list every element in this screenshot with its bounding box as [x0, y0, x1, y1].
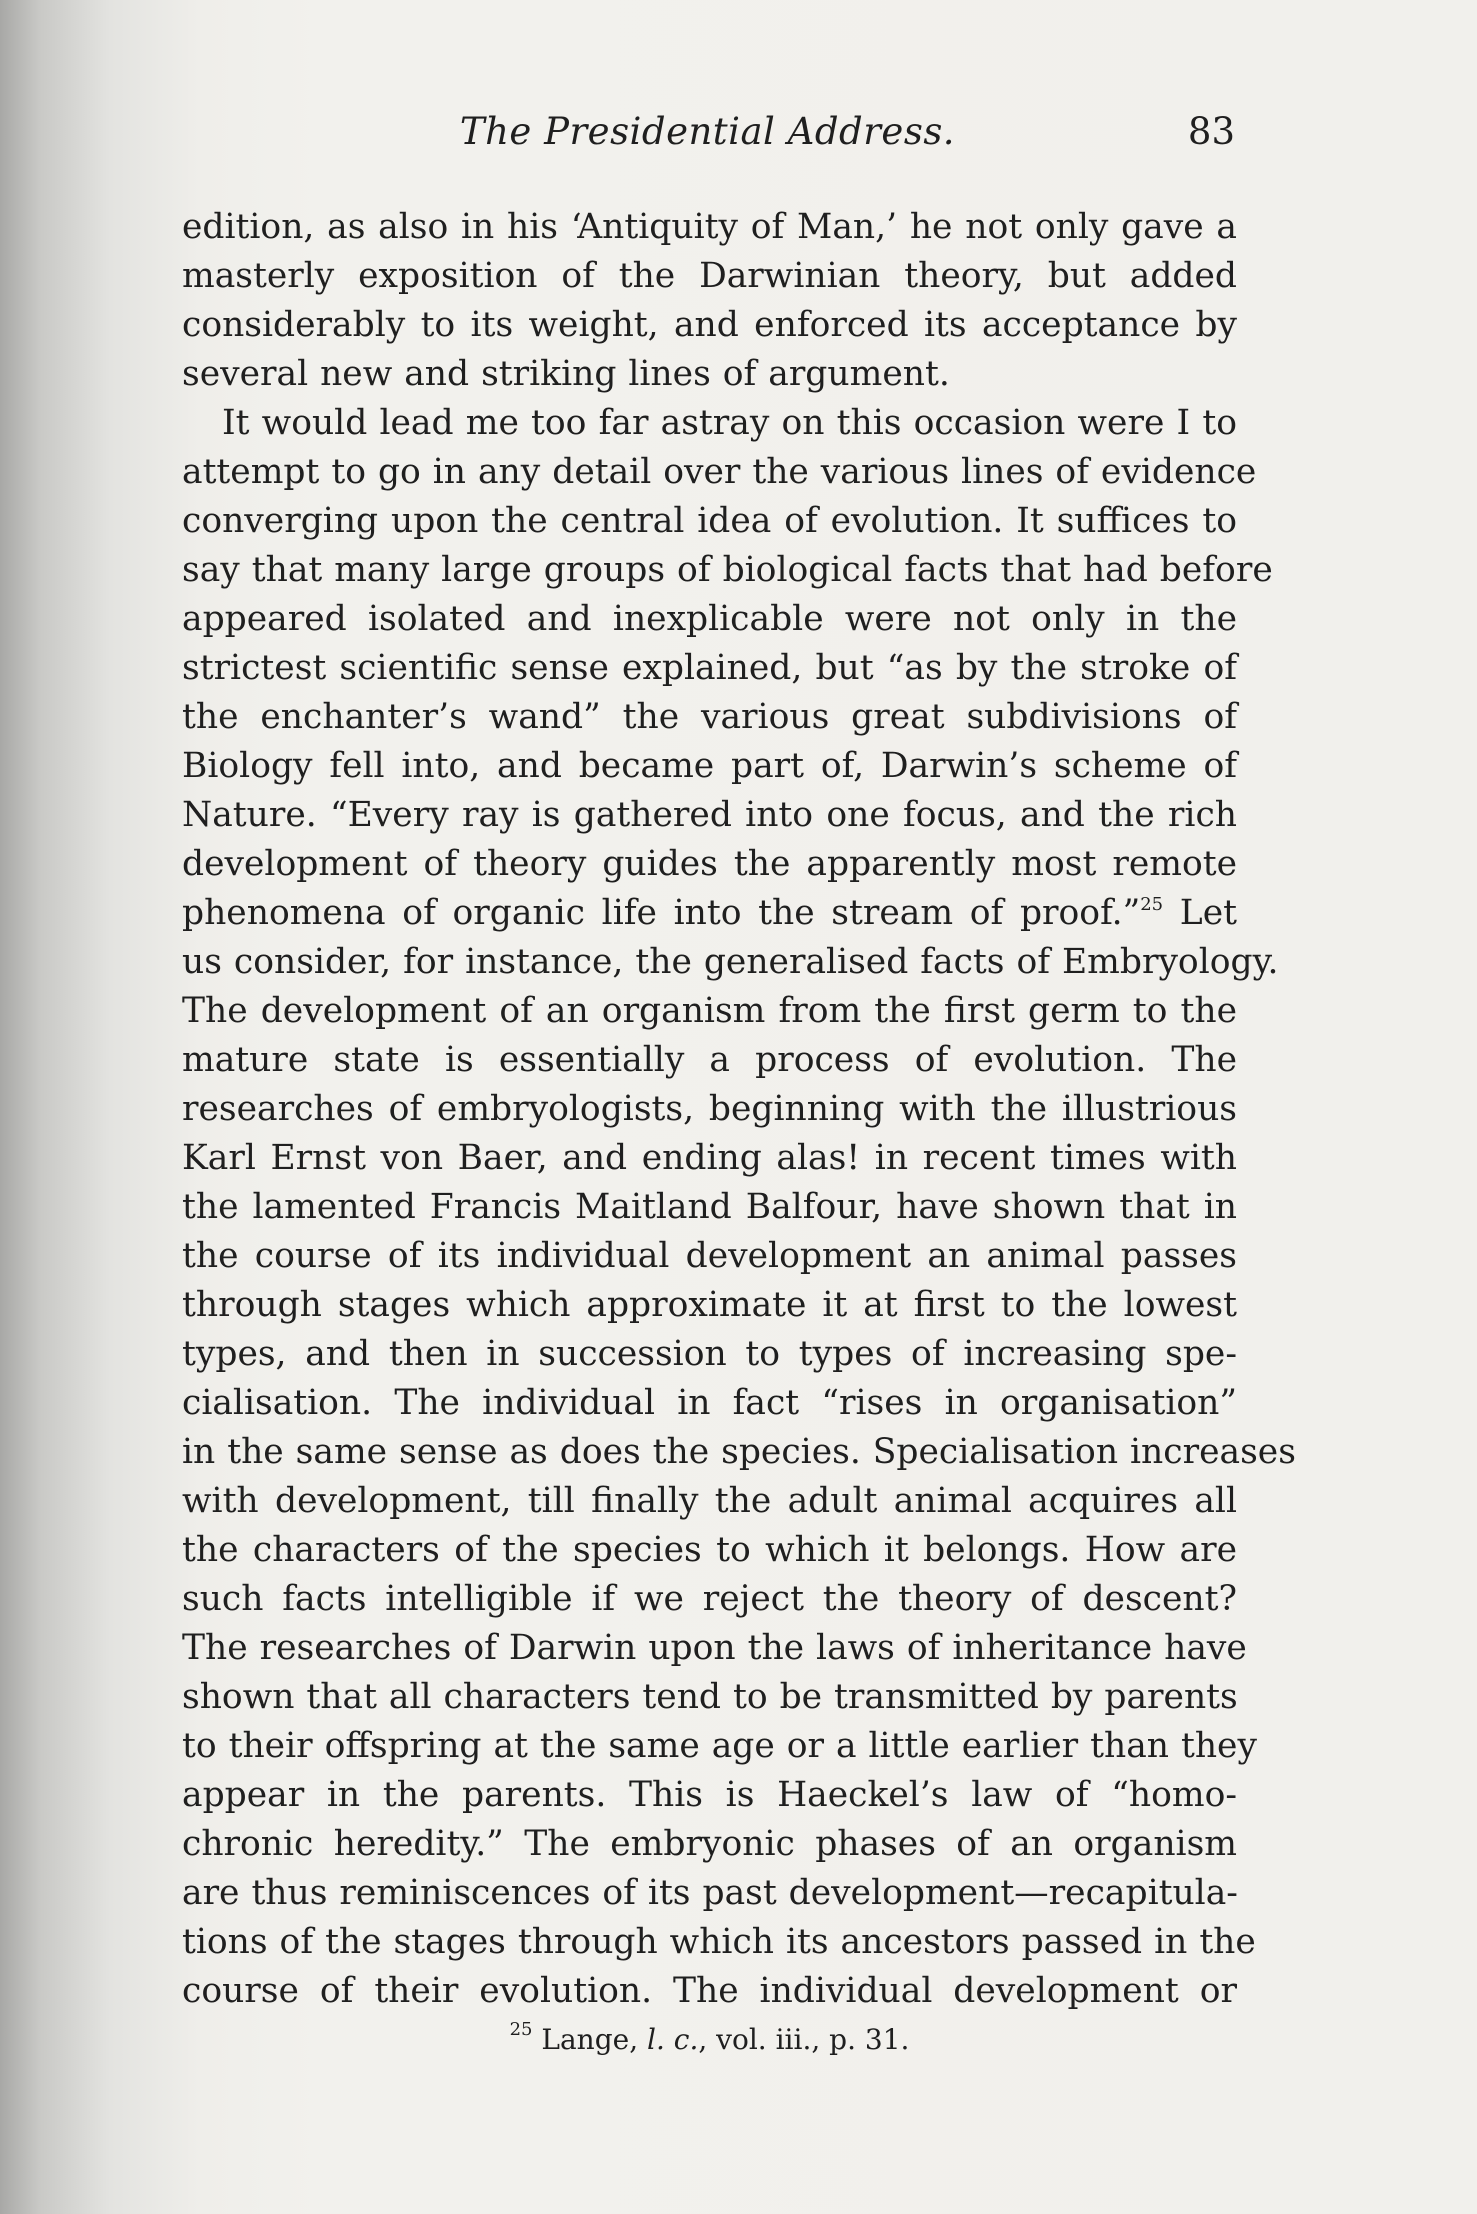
text-line: considerably to its weight, and enforced its acceptance by [182, 305, 1237, 345]
text-line: researches of embryologists, beginning with the illustrious [182, 1089, 1237, 1129]
line-text: phenomena of organic life into the stream of proof.” [182, 893, 1141, 933]
footnote-text-tail: , vol. iii., p. 31. [698, 2023, 910, 2056]
running-title: The Presidential Address. [459, 110, 956, 153]
text-line: through stages which approximate it at first to the lowest [182, 1285, 1237, 1325]
text-line: shown that all characters tend to be transmitted by parents [182, 1677, 1238, 1717]
text-line: the course of its individual development an animal passes [182, 1236, 1237, 1276]
footnote-marker: 25 [509, 2019, 533, 2040]
text-line: It would lead me too far astray on this occasion were I to [222, 403, 1237, 443]
footnote [182, 2020, 1237, 2060]
text-line: such facts intelligible if we reject the theory of descent? [182, 1579, 1237, 1619]
text-line: The researches of Darwin upon the laws of inheritance have [182, 1628, 1247, 1668]
text-line: Biology fell into, and became part of, Darwin’s scheme of [182, 746, 1237, 786]
text-line: attempt to go in any detail over the various lines of evidence [182, 452, 1257, 492]
text-line: several new and striking lines of argument. [182, 354, 950, 394]
text-line: Karl Ernst von Baer, and ending alas! in recent times with [182, 1138, 1237, 1178]
text-line: say that many large groups of biological facts that had before [182, 550, 1273, 590]
text-line: tions of the stages through which its ancestors passed in the [182, 1922, 1256, 1962]
text-line: cialisation. The individual in fact “rises in organisation” [182, 1383, 1237, 1423]
footnote-text: Lange, [541, 2023, 648, 2056]
text-line: Nature. “Every ray is gathered into one focus, and the rich [182, 795, 1237, 835]
text-line: strictest scientific sense explained, but “as by the stroke of [182, 648, 1237, 688]
text-line: appeared isolated and inexplicable were not only in the [182, 599, 1237, 639]
text-line: converging upon the central idea of evolution. It suffices to [182, 501, 1237, 541]
text-line: the lamented Francis Maitland Balfour, have shown that in [182, 1187, 1237, 1227]
body-text [182, 203, 1296, 2016]
text-line: in the same sense as does the species. Specialisation increases [182, 1432, 1296, 1472]
line-text-tail: Let [1179, 893, 1237, 933]
text-line: mature state is essentially a process of evolution. The [182, 1040, 1237, 1080]
running-head [180, 110, 1235, 160]
page-number: 83 [1187, 110, 1235, 153]
text-line: chronic heredity.” The embryonic phases of an organism [182, 1824, 1237, 1864]
text-line: are thus reminiscences of its past development—recapitula- [182, 1873, 1238, 1913]
text-line-with-footnote-ref [182, 889, 1237, 938]
text-line: us consider, for instance, the generalised facts of Embryology. [182, 942, 1279, 982]
text-line: the enchanter’s wand” the various great subdivisions of [182, 697, 1237, 737]
text-line: The development of an organism from the first germ to the [182, 991, 1237, 1031]
text-line: edition, as also in his ‘Antiquity of Man,’ he not only gave a [182, 207, 1237, 247]
text-line: with development, till finally the adult animal acquires all [182, 1481, 1237, 1521]
footnote-ref: 25 [1140, 894, 1164, 915]
text-line: the characters of the species to which it belongs. How are [182, 1530, 1237, 1570]
footnote-italic: l. c. [647, 2023, 699, 2056]
text-line: development of theory guides the apparently most remote [182, 844, 1237, 884]
text-line: appear in the parents. This is Haeckel’s law of “homo- [182, 1775, 1237, 1815]
text-line: types, and then in succession to types of increasing spe- [182, 1334, 1237, 1374]
text-line: to their offspring at the same age or a little earlier than they [182, 1726, 1257, 1766]
text-line: course of their evolution. The individual development or [182, 1971, 1237, 2011]
text-line: masterly exposition of the Darwinian theory, but added [182, 256, 1237, 296]
